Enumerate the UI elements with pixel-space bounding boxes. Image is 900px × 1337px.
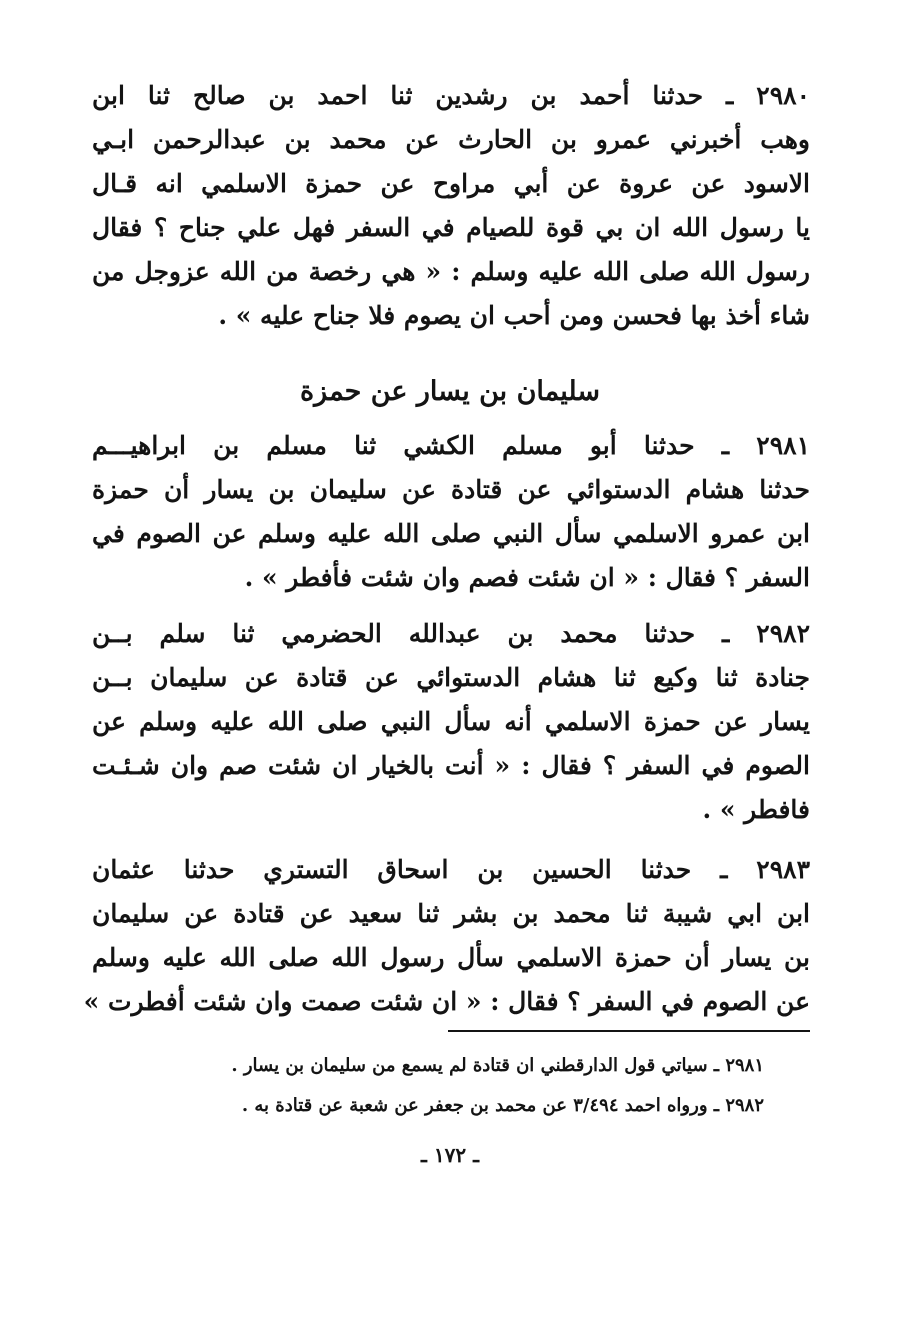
text-line: يا رسول الله ان بي قوة للصيام في السفر فهل علي جناح ؟ فقال xyxy=(92,213,810,242)
text-line: السفر ؟ فقال : « ان شئت فصم وان شئت فأفطر » . xyxy=(244,563,810,592)
text-line: الصوم في السفر ؟ فقال : « أنت بالخيار ان شئت صم وان شـئـت xyxy=(92,751,810,780)
text-line: ابن عمرو الاسلمي سأل النبي صلى الله عليه وسلم عن الصوم في xyxy=(92,519,810,548)
text-line: حدثنا هشام الدستوائي عن قتادة عن سليمان بن يسار أن حمزة xyxy=(92,475,810,504)
text-line: ٢٩٨١ ـ حدثنا أبو مسلم الكشي ثنا مسلم بن ابراهيـــم xyxy=(92,431,810,460)
text-line: بن يسار أن حمزة الاسلمي سأل رسول الله صلى الله عليه وسلم xyxy=(92,943,810,972)
text-line: ٢٩٨٣ ـ حدثنا الحسين بن اسحاق التستري حدثنا عثمان xyxy=(92,855,810,884)
text-line: الاسود عن عروة عن أبي مراوح عن حمزة الاسلمي انه قـال xyxy=(92,169,810,198)
footnote-2981: ٢٩٨١ ـ سياتي قول الدارقطني ان قتادة لم يسمع من سليمان بن يسار . xyxy=(231,1055,764,1076)
text-line: ٢٩٨٢ ـ حدثنا محمد بن عبدالله الحضرمي ثنا سلم بــن xyxy=(92,619,810,648)
page-number: ـ ١٧٢ ـ xyxy=(421,1143,479,1167)
text-line: شاء أخذ بها فحسن ومن أحب ان يصوم فلا جناح عليه » . xyxy=(218,301,810,330)
text-line: وهب أخبرني عمرو بن الحارث عن محمد بن عبدالرحمن ابـي xyxy=(92,125,810,154)
text-line: يسار عن حمزة الاسلمي أنه سأل النبي صلى الله عليه وسلم عن xyxy=(92,707,810,736)
text-line: ابن ابي شيبة ثنا محمد بن بشر ثنا سعيد عن قتادة عن سليمان xyxy=(92,899,810,928)
text-line: ٢٩٨٠ ـ حدثنا أحمد بن رشدين ثنا احمد بن صالح ثنا ابن xyxy=(92,81,810,110)
text-line: عن الصوم في السفر ؟ فقال : « ان شئت صمت وان شئت أفطرت » xyxy=(83,987,810,1016)
text-line: جنادة ثنا وكيع ثنا هشام الدستوائي عن قتادة عن سليمان بــن xyxy=(92,663,810,692)
footnote-2982: ٢٩٨٢ ـ ورواه احمد ٣/٤٩٤ عن محمد بن جعفر عن شعبة عن قتادة به . xyxy=(241,1095,764,1116)
footnote-divider xyxy=(448,1030,810,1032)
section-heading: سليمان بن يسار عن حمزة xyxy=(300,376,600,407)
text-line: رسول الله صلى الله عليه وسلم : « هي رخصة من الله عزوجل من xyxy=(92,257,810,286)
text-line: فافطر » . xyxy=(702,795,810,824)
